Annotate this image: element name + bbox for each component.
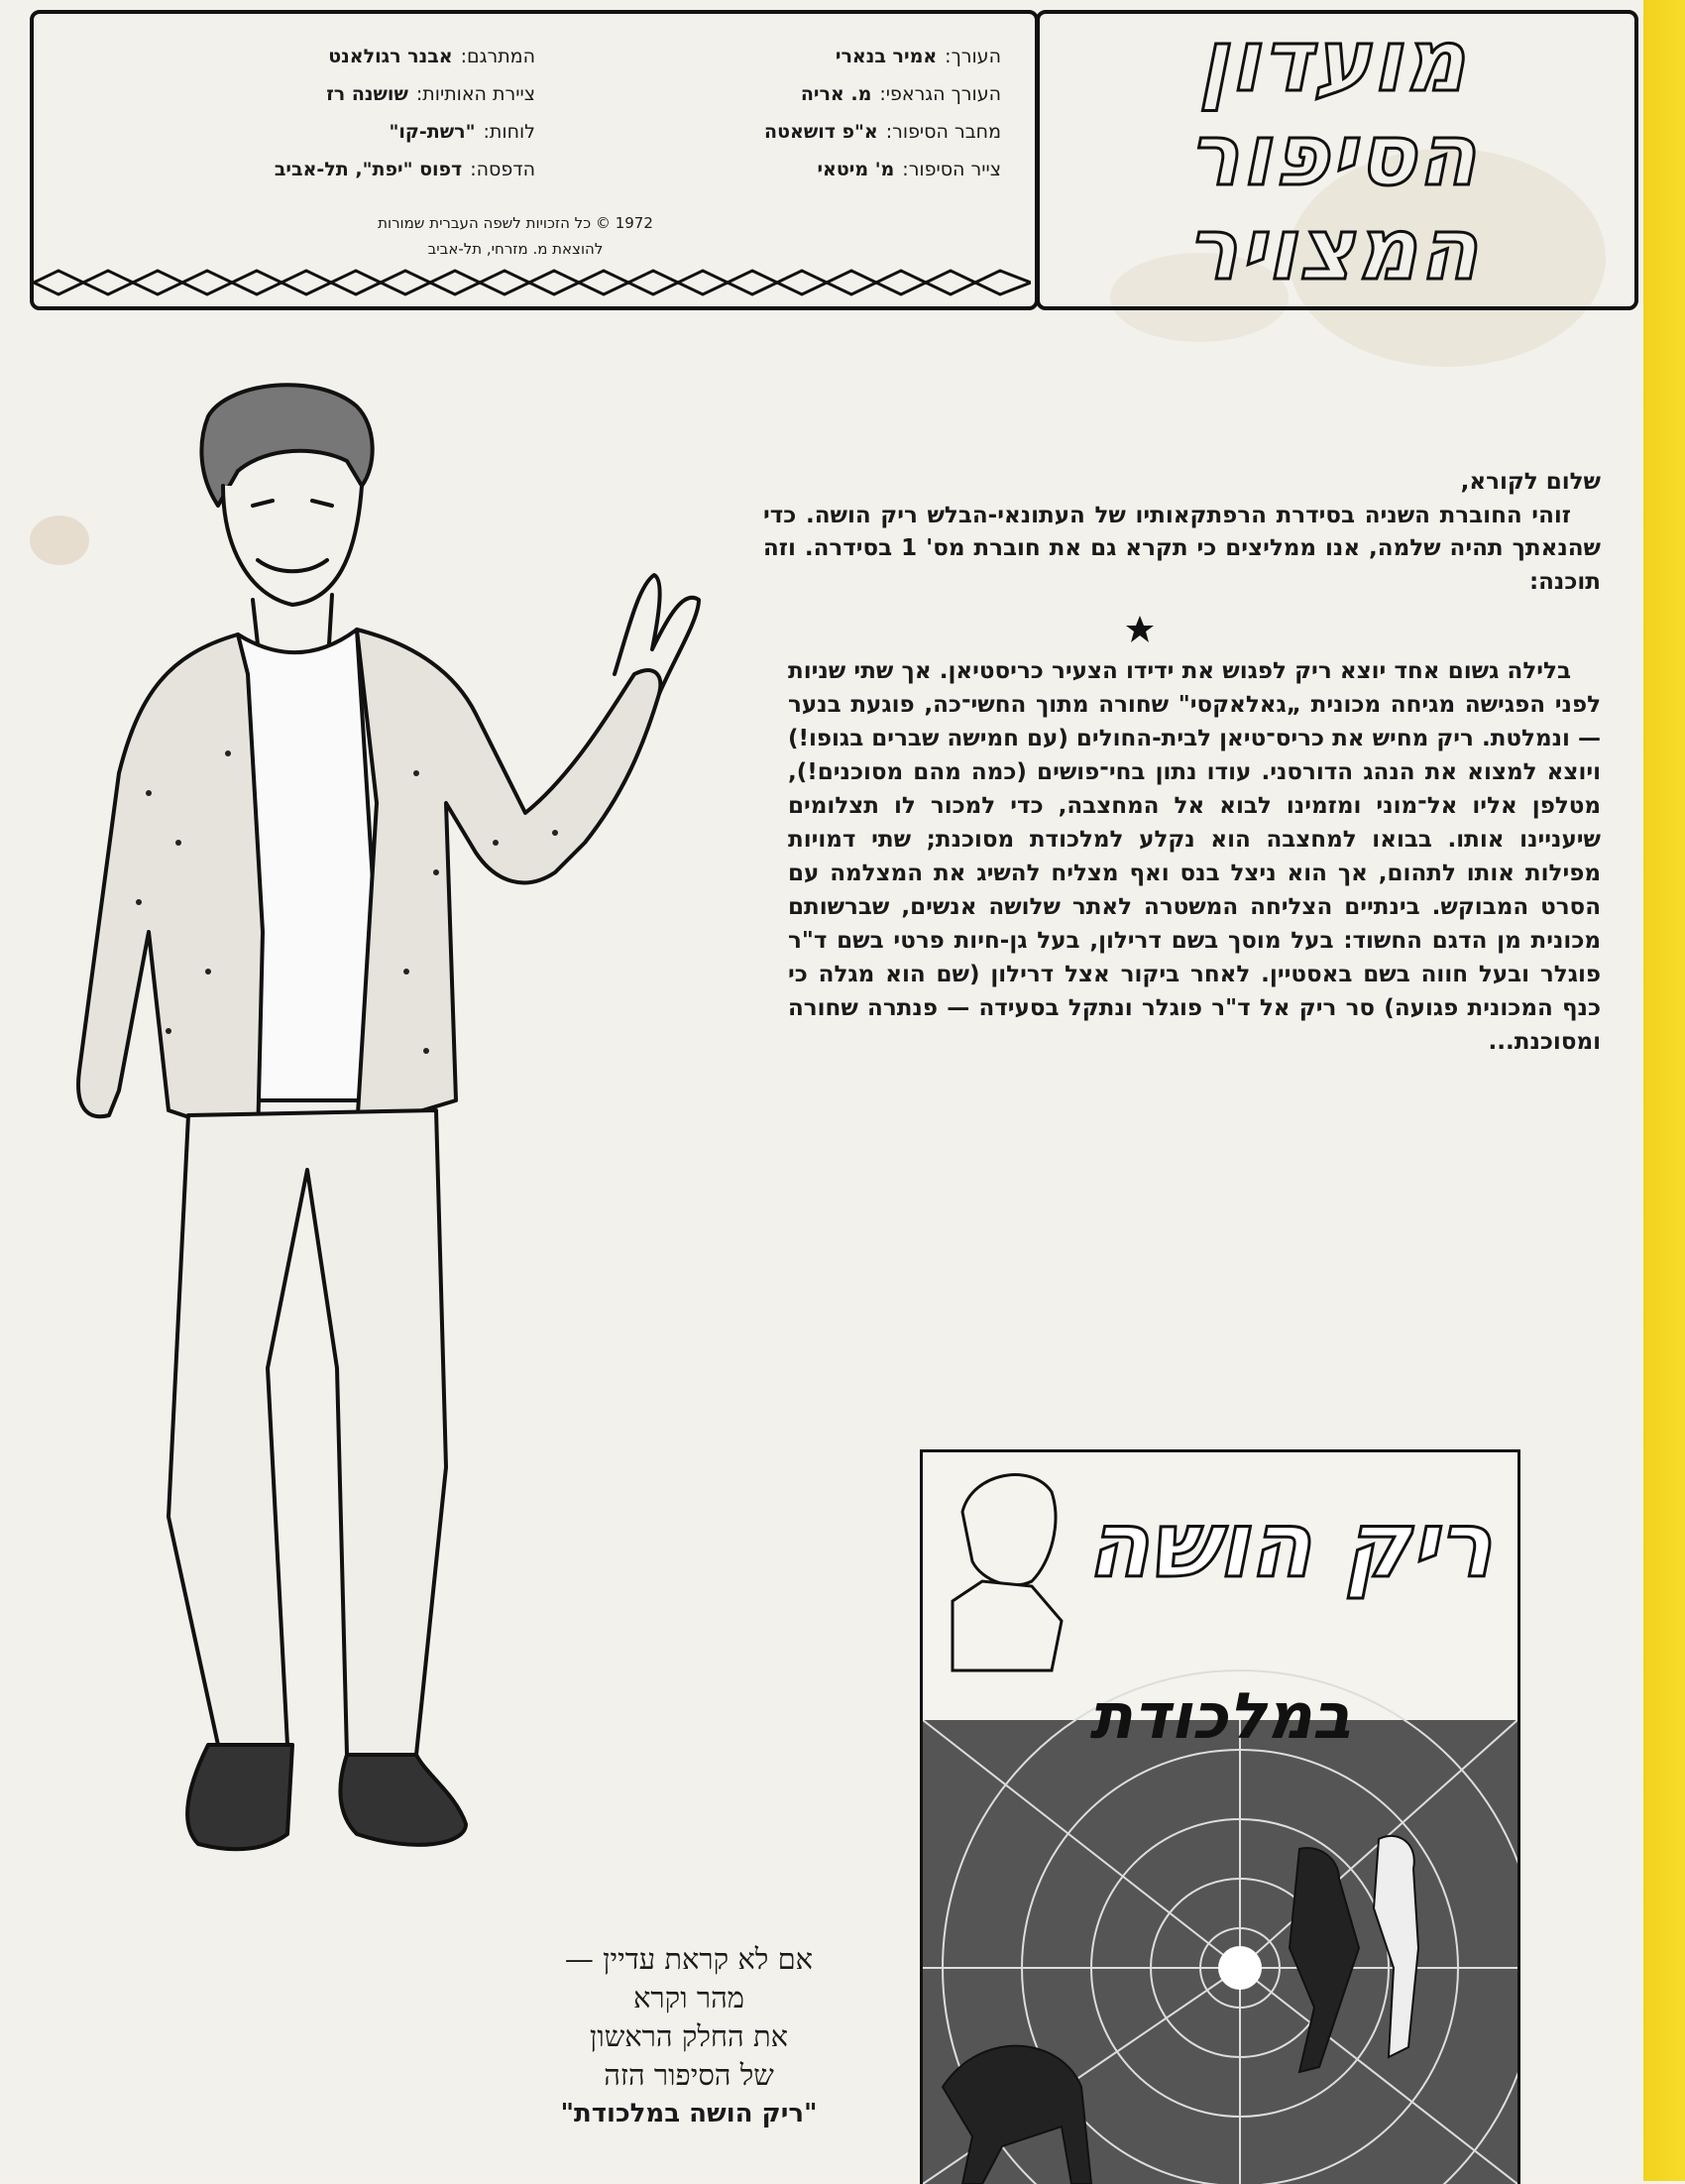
credit-row [99, 151, 535, 188]
caption-line: של הסיפור הזה [604, 2058, 774, 2092]
cover-subtitle: במלכודת [1089, 1680, 1351, 1754]
caption-line: את החלק הראשון [589, 2019, 789, 2053]
club-title-line: הסיפור [1187, 106, 1479, 205]
credit-label: העורך הגראפי: [879, 83, 1001, 105]
previous-issue-cover [920, 1449, 1520, 2184]
caption-book-title: "ריק הושה במלכודת" [560, 2099, 818, 2128]
club-title [1051, 12, 1616, 299]
credit-value: מ. אריה [800, 83, 872, 105]
credit-label: מחבר הסיפור: [885, 121, 1001, 143]
credit-value: אמיר בנארי [835, 46, 938, 67]
credit-value: "רשת-קו" [389, 121, 476, 143]
credit-row [615, 151, 1001, 188]
star-icon [1125, 615, 1155, 644]
copyright-notice [278, 210, 753, 262]
publisher-line: להוצאת מ. מזרחי, תל-אביב [427, 240, 604, 258]
credit-label: לוחות: [483, 121, 535, 143]
story-synopsis [788, 654, 1601, 1059]
character-illustration [59, 377, 753, 1903]
credits-column-right [615, 38, 1001, 188]
credit-value: מ' מיטאי [817, 159, 895, 180]
credit-value: שושנה רז [326, 83, 408, 105]
synopsis-text: בלילה גשום אחד יוצא ריק לפגוש את ידידו הצעיר כריסטיאן. אך שתי שניות לפני הפגישה מגיחה מכונית „גאלאקסי" שחורה מתוך החשי־כה, פוגעת בנער — ונמלטת. ריק מחיש את כריס־טיאן לבית-החולים (עם חמישה שברים בגופו!) ויוצא למצוא את הנהג הדורסני. עודו נתון בחי־פושים (כמה מהם מסוכנים!), מטלפן אליו אל־מוני ומזמינו לבוא אל המחצבה, כדי למכור לו תצלומים שיעניינו אותו. בבואו למחצבה הוא נקלע למלכודת מסוכנת; שתי דמויות מפילות אותו לתהום, אך הוא ניצל בנס ואף מצליח להשיג את המצלמה עם הסרט המבוקש. בינתיים הצליחה המשטרה לאתר שלושה אנשים, שברשותם מכונית מן הדגם החשוד: בעל מוסך בשם דרילון, בעל גן-חיות פרטי בשם ד"ר פוגלר ובעל חווה בשם באסטיין. לאחר ביקור אצל דרילון (שם הוא מגלה כי כנף המכונית פגועה) סר ריק אל ד"ר פוגלר ונתקל בסעידה — פנתרה שחורה ומסוכנת... [788, 658, 1601, 1055]
credits-column-left [99, 38, 535, 188]
letter-greeting: שלום לקורא, [1460, 469, 1601, 495]
credit-value: אבנר רגולאנט [328, 46, 453, 67]
credit-label: צייר הסיפור: [902, 159, 1001, 180]
credit-label: העורך: [945, 46, 1001, 67]
copyright-line: 1972 © כל הזכויות לשפה העברית שמורות [378, 214, 653, 232]
caption-line: מהר וקרא [633, 1981, 744, 2014]
credit-label: המתרגם: [460, 46, 535, 67]
read-first-part-caption [466, 1940, 912, 2133]
credit-value: דפוס "יפת", תל-אביב [274, 159, 463, 180]
credit-row [615, 113, 1001, 151]
credit-label: הדפסה: [470, 159, 535, 180]
credit-value: א"פ דושאטה [764, 121, 878, 143]
credit-row [615, 75, 1001, 113]
cover-edge [1643, 0, 1685, 2181]
credit-row [615, 38, 1001, 75]
cover-title: ריק הושה [1086, 1492, 1493, 1598]
letter-intro: זוהי החוברת השניה בסידרת הרפתקאותיו של העתונאי-הבלש ריק הושה. כדי שהנאתך תהיה שלמה, אנו ממליצים כי תקרא גם את חוברת מס' 1 בסידרה. וזה תוכנה: [763, 502, 1601, 595]
credit-row [99, 113, 535, 151]
club-title-line: המצויר [1185, 200, 1481, 299]
club-title-line: מועדון [1198, 12, 1468, 111]
credit-row [99, 38, 535, 75]
credit-label: ציירת האותיות: [415, 83, 535, 105]
credit-row [99, 75, 535, 113]
letter-to-reader [763, 466, 1601, 599]
diamond-border [34, 268, 1031, 297]
caption-line: אם לא קראת עדיין — [564, 1942, 814, 1976]
